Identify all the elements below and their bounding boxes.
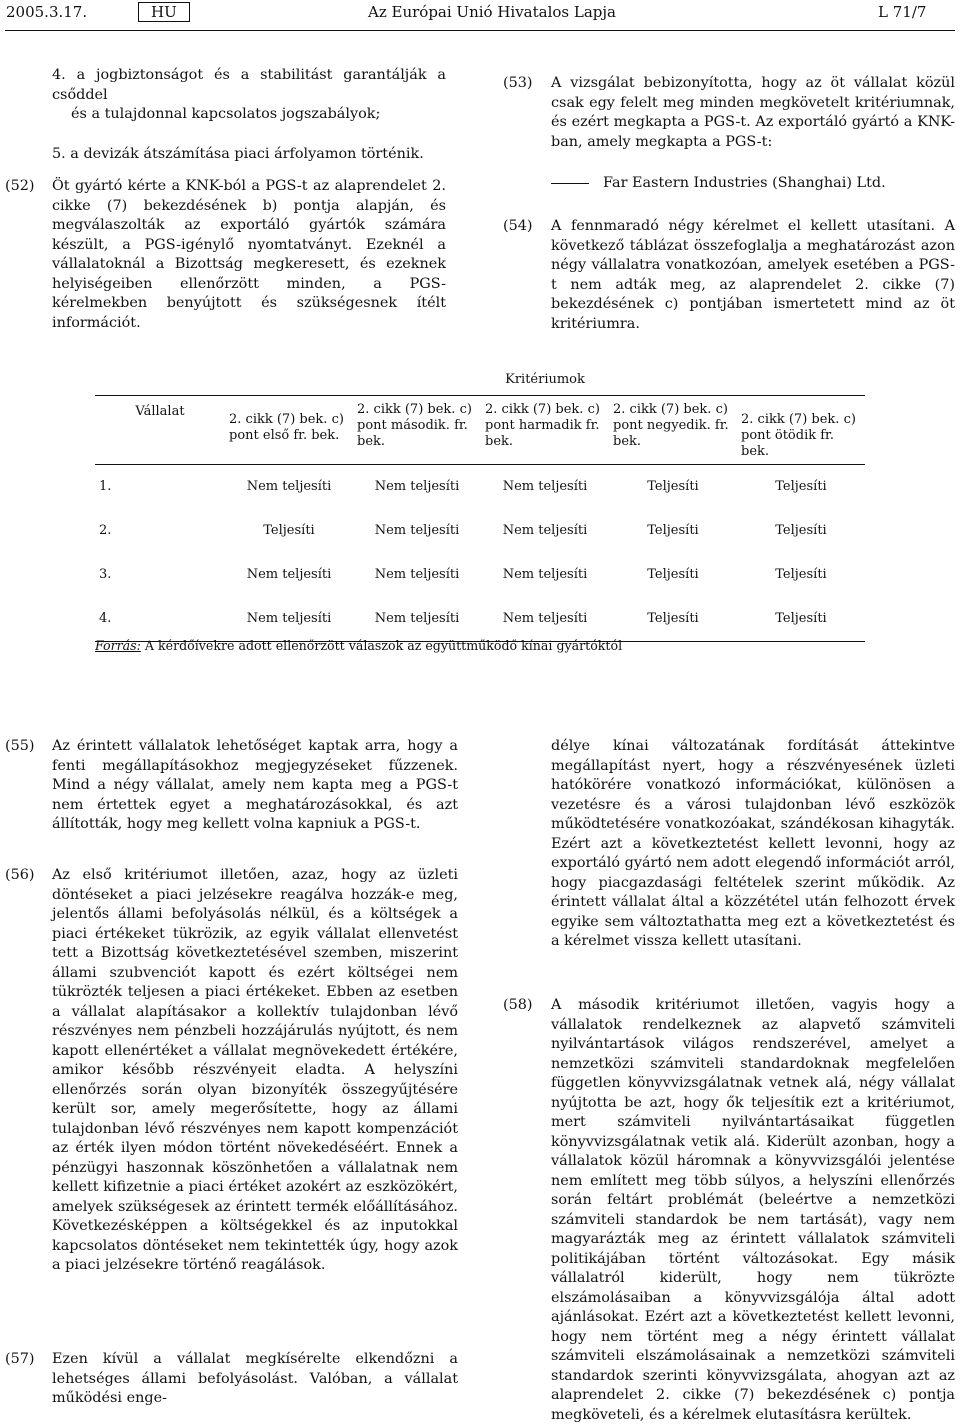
cell-value: Nem teljesíti	[374, 523, 460, 538]
journal-title: Az Európai Unió Hivatalos Lapja	[368, 3, 616, 21]
paragraph-55	[5, 737, 458, 835]
cell-value: Teljesíti	[647, 611, 699, 626]
paragraph-54	[503, 217, 955, 334]
paragraph-number: (52)	[5, 178, 35, 194]
cell-value: Teljesíti	[263, 523, 315, 538]
column-header-criterion-3: 2. cikk (7) bek. c) pont harmadik fr. bek.	[485, 402, 600, 449]
company-name: Far Eastern Industries (Shanghai) Ltd.	[603, 175, 886, 191]
cell-value: Teljesíti	[647, 479, 699, 494]
source-text: A kérdőívekre adott ellenőrzött válaszok az együttműködő kínai gyártóktól	[140, 638, 623, 653]
paragraph-text: délye kínai változatának fordítását áttekintve megállapítást nyert, hogy a részvényesének üzleti hatókörére vonatkozó információkat, különösen a vezetésre és a városi tulajdonban lévő eszközök működtetésére vonatkozóakat, szándékosan kihagyták. Ezért azt a következtetést kellett levonni, hogy az exportáló gyártó nem adott elegendő információt arról, hogy piacgazdasági feltételek szerint működik. Az érintett vállalat által a közzététel után felhozott érvek egyike sem változtathatta meg ezt a következtetést és a kérelmet vissza kellett utasítani.	[551, 738, 955, 949]
cell-value: Teljesíti	[647, 567, 699, 582]
cell-value: Teljesíti	[775, 523, 827, 538]
list-item-4	[52, 66, 446, 125]
cell-company: 1.	[99, 479, 112, 494]
table-source	[95, 638, 622, 653]
paragraph-number: (55)	[5, 738, 35, 754]
paragraph-58	[503, 996, 955, 1425]
cell-value: Nem teljesíti	[374, 479, 460, 494]
cell-value: Nem teljesíti	[374, 611, 460, 626]
paragraph-number: (57)	[5, 1351, 35, 1367]
paragraph-number: (54)	[503, 218, 533, 234]
paragraph-text: Öt gyártó kérte a KNK-ból a PGS-t az alaprendelet 2. cikke (7) bekezdésének b) pontja alapján, és megválaszolták az exportáló gyártók számára készült, a PGS-igénylő nyomtatványt. Ezeknél a vállalatoknál a Bizottság megkeresett, és ezeknek helyiségeiben ellenőrzött minden, a PGS-kérelmekben benyújtott és szükségesnek ítélt információt.	[52, 178, 446, 331]
column-header-criterion-2: 2. cikk (7) bek. c) pont második. fr. bek.	[357, 402, 472, 449]
page-header	[0, 0, 960, 28]
paragraph-53	[503, 74, 955, 152]
cell-value: Nem teljesíti	[374, 567, 460, 582]
cell-value: Teljesíti	[647, 523, 699, 538]
column-header-criterion-1: 2. cikk (7) bek. c) pont első fr. bek.	[229, 412, 344, 443]
cell-company: 3.	[99, 567, 112, 582]
cell-value: Nem teljesíti	[502, 611, 588, 626]
cell-company: 4.	[99, 611, 112, 626]
header-rule	[5, 30, 955, 31]
criteria-table	[95, 365, 865, 642]
cell-value: Nem teljesíti	[502, 523, 588, 538]
cell-value: Nem teljesíti	[246, 611, 332, 626]
table-row	[95, 597, 865, 642]
column-header-company: Vállalat	[135, 404, 185, 419]
em-dash	[551, 183, 589, 184]
list-item-5: 5. a devizák átszámítása piaci árfolyamon történik.	[52, 145, 424, 162]
paragraph-52	[5, 177, 446, 333]
paragraph-number: (58)	[503, 997, 533, 1013]
left-column-top	[52, 66, 446, 164]
paragraph-text: Ezen kívül a vállalat megkísérelte elkendőzni a lehetséges állami befolyásolást. Valóban, a vállalat működési enge-	[52, 1351, 458, 1406]
paragraph-text: A második kritériumot illetően, vagyis hogy a vállalatok rendelkeznek az alapvető számviteli nyilvántartások világos rendszerével, amelyet a nemzetközi számviteli standardoknak megfelelően független könyvvizsgálatnak vetnek alá, négy vállalat nyújtotta be azt, hogy ők teljesítik ezt a kritériumot, mert számviteli nyilvántartásaikat független könyvvizsgálatnak vetik alá. Kiderült azonban, hogy a vállalatok közül háromnak a könyvvizsgálói jelentése nem említett meg több súlyos, a helyszíni ellenőrzés során feltárt problémát (beleértve a nemzetközi számviteli standardok be nem tartását), vagy nem magyarázták meg az érintett vállalatok számviteli politikájában történt változásokat. Egy másik vállalatról kiderült, hogy nem tükrözte elszámolásaiban a könyvvizsgálója által adott ajánlásokat. Ezért azt a következtetést kellett levonni, hogy nem történt meg a négy érintett vállalat számviteli elszámolásainak a nemzetközi számviteli standardok szerinti könyvvizsgálata, ahogyan azt az alaprendelet 2. cikke (7) bekezdésének c) pontja megköveteli, és a kérelmek elutasításra kerültek.	[551, 997, 955, 1423]
source-label: Forrás:	[95, 638, 141, 653]
paragraph-text: A fennmaradó négy kérelmet el kellett utasítani. A következő táblázat összefoglalja a meghatározást azon négy vállalatra vonatkozóan, amelyek esetében a PGS-t nem adták meg, az alaprendelet 2. cikke (7) bekezdésének c) pontjában ismertetett mind az öt kritériumra.	[551, 218, 955, 332]
cell-value: Teljesíti	[775, 611, 827, 626]
company-line	[551, 174, 955, 194]
paragraph-number: (53)	[503, 75, 533, 91]
cell-company: 2.	[99, 523, 112, 538]
page-number: L 71/7	[878, 3, 927, 21]
paragraph-text: Az első kritériumot illetően, azaz, hogy az üzleti döntéseket a piaci jelzésekre reagálva hozzák-e meg, jelentős állami befolyásolás nélkül, és a költségek a piaci értékeket tükrözik, az egyik vállalat ellenvetést tett a Bizottság következtetésével szemben, miszerint állami szubvenciót kapott és ezért költségei nem tükrözték teljesen a piaci értékeket. Ebben az esetben a vállalat alapításakor a kollektív tulajdonban lévő részvényes nem pénzbeli hozzájárulás nyújtott, és nem kapott ellenértéket a vállalat megnövekedett értékére, amikor később részvényeit eladta. A helyszíni ellenőrzés során olyan bizonyíték összegyűjtésére került sor, amely megerősítette, hogy az állami tulajdonban lévő részvényes nem kapott kompenzációt az érték ilyen módon történt növekedéséért. Ennek a pénzügyi haszonnak köszönhetően a vállalatnak nem kellett kifizetnie a piaci értéket azokért az eszközökért, amelyek szükségesek az érintett termék előállításához. Következésképpen a költségekkel és az inputokkal kapcsolatos döntéseket nem tekintették úgy, hogy azok a piaci jelzésekre történő reagálások.	[52, 867, 458, 1273]
paragraph-57-continued	[551, 737, 955, 952]
header-date: 2005.3.17.	[6, 3, 88, 21]
list-item-4-line1: 4. a jogbiztonságot és a stabilitást garantálják a csőddel	[52, 67, 446, 103]
language-badge: HU	[138, 2, 190, 22]
cell-value: Teljesíti	[775, 567, 827, 582]
list-item-4-line2: és a tulajdonnal kapcsolatos jogszabályok;	[71, 106, 381, 122]
cell-value: Teljesíti	[775, 479, 827, 494]
cell-value: Nem teljesíti	[246, 567, 332, 582]
paragraph-text: A vizsgálat bebizonyította, hogy az öt vállalat közül csak egy felelt meg minden megkövetelt kritériumnak, és ezért megkapta a PGS-t. Az exportáló gyártó a KNK-ban, amely megkapta a PGS-t:	[551, 75, 955, 150]
paragraph-56	[5, 866, 458, 1276]
column-header-criterion-4: 2. cikk (7) bek. c) pont negyedik. fr. bek.	[613, 402, 729, 449]
cell-value: Nem teljesíti	[246, 479, 332, 494]
paragraph-text: Az érintett vállalatok lehetőséget kaptak arra, hogy a fenti megállapításokhoz megjegyzéseket fűzzenek. Mind a négy vállalat, amely nem kapta meg a PGS-t nem értettek egyet a meghatározásokkal, és azt állították, hogy meg kellett volna kapniuk a PGS-t.	[52, 738, 458, 832]
paragraph-number: (56)	[5, 867, 35, 883]
cell-value: Nem teljesíti	[502, 567, 588, 582]
table-row	[95, 509, 865, 553]
paragraph-57	[5, 1350, 458, 1409]
table-row	[95, 465, 865, 510]
criteria-group-header: Kritériumok	[505, 372, 585, 387]
cell-value: Nem teljesíti	[502, 479, 588, 494]
column-header-criterion-5: 2. cikk (7) bek. c) pont ötödik fr. bek.	[741, 412, 856, 459]
table-row	[95, 553, 865, 597]
